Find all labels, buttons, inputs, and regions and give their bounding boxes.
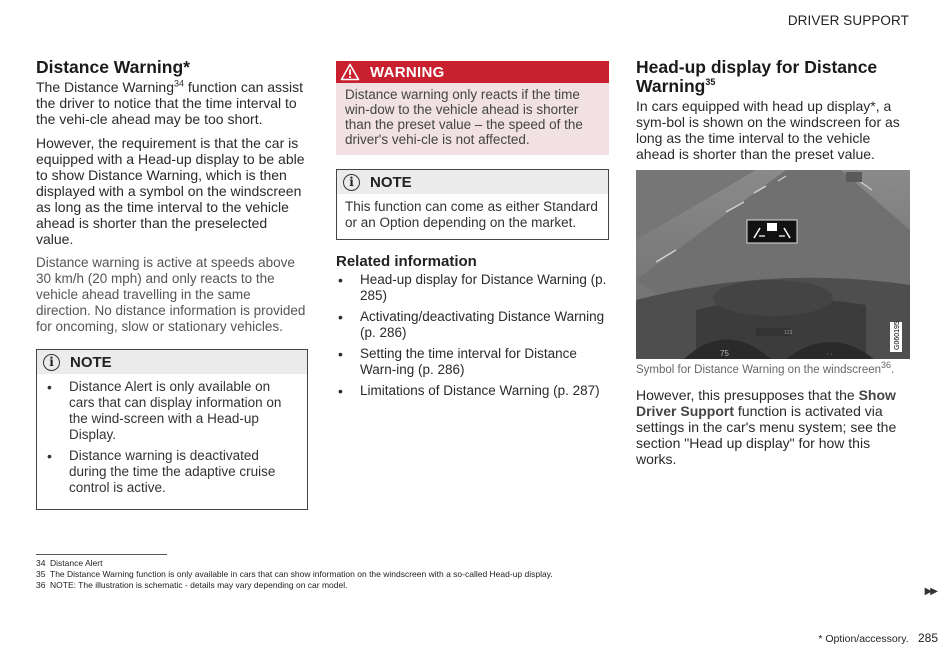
warning-text: Distance warning only reacts if the time win-dow to the vehicle ahead is shorter than the preset value – the speed of the driver's vehi-cle is not affected. [345,87,583,147]
footnotes [36,554,636,591]
paragraph-requirement: However, the requirement is that the car is equipped with a Head-up display to be able to show Distance Warning, which is then displayed with a symbol on the windscreen as long as the time interval to the vehicle ahead is shorter than the preselected value. [36,135,305,247]
note-label: NOTE [370,173,412,191]
info-icon: i [43,354,60,371]
hud-illustration [636,170,910,359]
note-box-standard-option [336,169,609,240]
column-right [636,58,910,475]
svg-text:123: 123 [784,330,793,336]
info-icon: i [343,174,360,191]
section-title-distance-warning: Distance Warning* [36,57,190,77]
related-link[interactable]: • Setting the time interval for Distance Warn-ing (p. 286) [336,346,609,378]
warning-label: WARNING [370,63,445,81]
illustration-caption: Symbol for Distance Warning on the windscreen$^{36}$. [636,360,895,376]
related-information [336,253,609,399]
footnote-ref-34[interactable]: 34 [173,78,184,89]
note-body [37,374,307,509]
page-footer [818,631,938,645]
column-left [36,58,308,510]
option-note: * Option/accessory. [818,633,909,645]
note-item: • Distance Alert is only available on cars that can display information on the wind-screen with a Head-up Display. [45,379,299,443]
note-header [337,170,608,194]
footnote-ref-36[interactable]: 36 [881,360,892,371]
paragraph-intro: The Distance Warning$^{34}$ function can assist the driver to notice that the time interval to the vehi-cle ahead may be too short. [36,78,304,127]
note-label: NOTE [70,353,112,371]
windscreen-illustration [636,170,910,359]
svg-text:· ·: · · [826,351,833,358]
footnote-ref-35[interactable]: 35 [705,77,716,88]
note-text: This function can come as either Standard or an Option depending on the market. [345,199,598,230]
column-middle [336,58,609,404]
related-link[interactable]: • Limitations of Distance Warning (p. 287) [336,383,609,399]
warning-triangle-icon [340,63,360,81]
footnote: 36 NOTE: The illustration is schematic - details may vary depending on car model. [36,580,348,590]
note-header [37,350,307,374]
related-title: Related information [336,253,477,270]
footnote-rule [36,554,167,555]
footnote: 34 Distance Alert [36,558,103,568]
related-link[interactable]: • Head-up display for Distance Warning (p. 285) [336,272,609,304]
paragraph-hud-intro: In cars equipped with head up display*, a sym-bol is shown on the windscreen for as long as the time interval to the vehicle ahead is shorter than the preset value. [636,98,900,162]
page-number: 285 [917,631,938,645]
section-header: DRIVER SUPPORT [787,13,909,28]
warning-header [336,61,609,83]
footnote: 35 The Distance Warning function is only available in cars that can show information on the windscreen with a so-called Head-up display. [36,569,553,579]
double-chevron-right-icon[interactable]: ▶▶ [924,586,936,597]
svg-text:75: 75 [720,349,729,358]
note-box-distance-alert [36,349,308,510]
paragraph-speed-info: Distance warning is active at speeds above 30 km/h (20 mph) and only reacts to the vehicle ahead travelling in the same direction. No distance information is provided for oncoming, slow or stationary vehicles. [36,255,306,334]
section-title-head-up-display: Head-up display for Distance Warning$^{35}$ [636,57,878,96]
note-item: • Distance warning is deactivated during the time the adaptive cruise control is active. [45,448,299,496]
setting-name: Show Driver Support [636,387,896,419]
warning-box [336,61,609,155]
paragraph-show-driver-support: However, this presupposes that the Show Driver Support function is activated via settings in the car's menu system; see the section "Head up display" for how this works. [636,387,897,467]
related-link[interactable]: • Activating/deactivating Distance Warning (p. 286) [336,309,609,341]
image-code: G060195 [894,321,901,350]
